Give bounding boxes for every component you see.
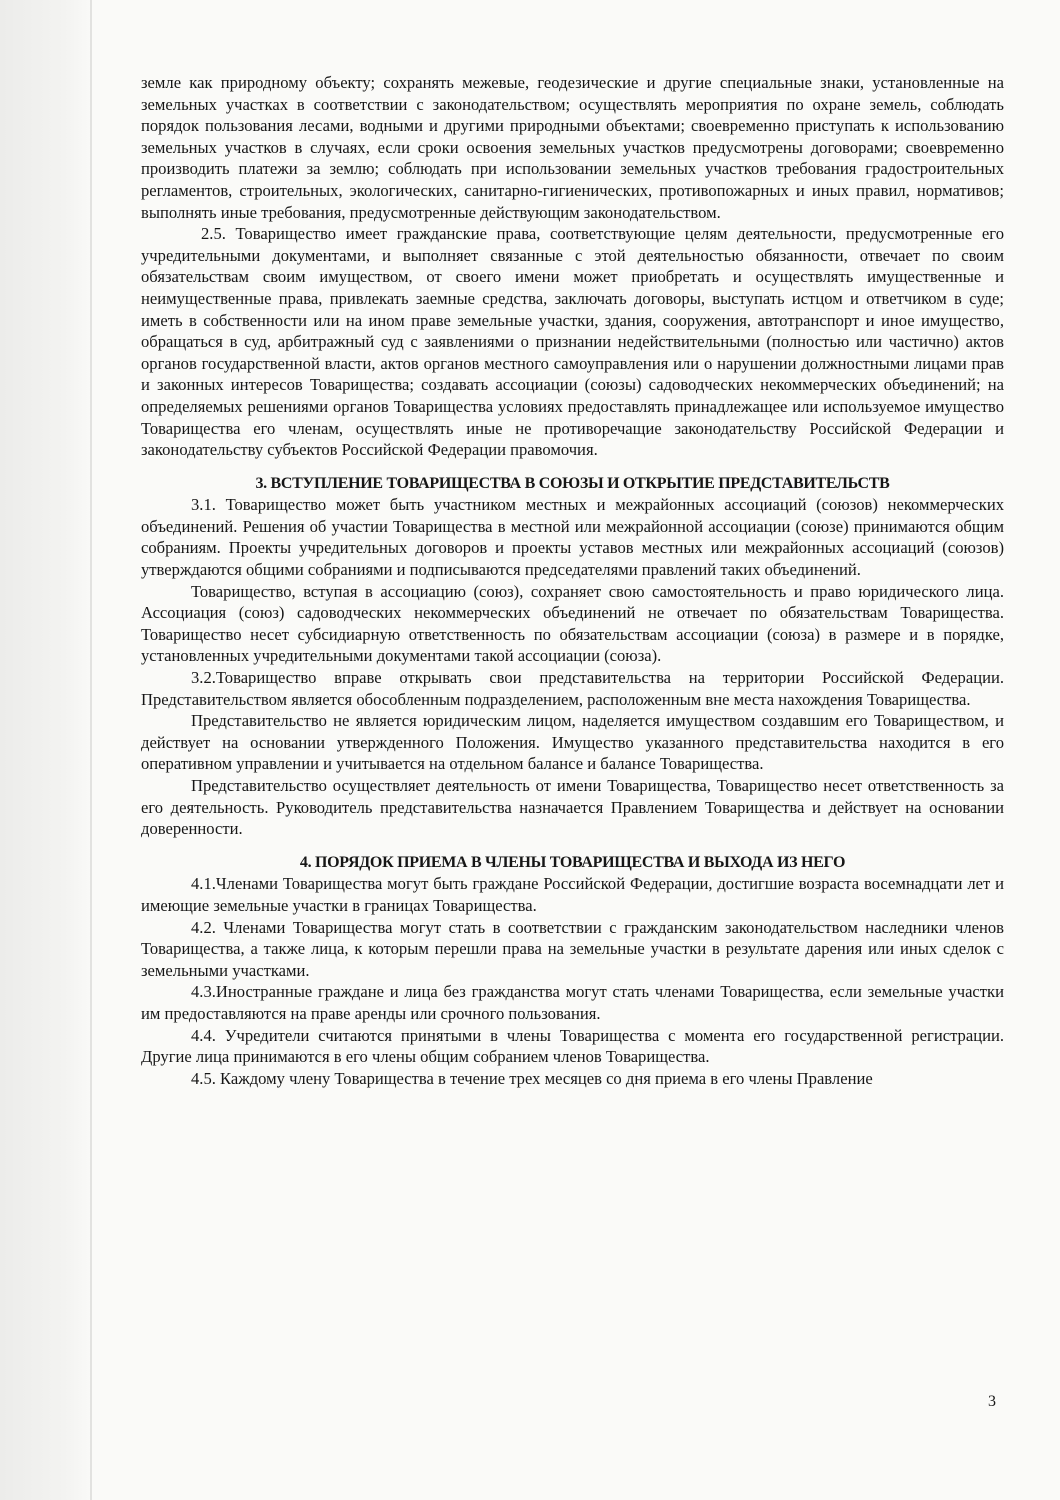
paragraph-4-4: 4.4. Учредители считаются принятыми в члены Товарищества с момента его государственной регистрации. Другие лица принимаются в его члены общим собранием членов Товарищества.	[141, 1025, 1004, 1067]
paragraph-4-2: 4.2. Членами Товарищества могут стать в соответствии с гражданским законодательством наследники членов Товарищества, а также лица, к которым перешли права на земельные участки в результате дарения или иных сделок с земельными участками.	[141, 917, 1004, 980]
paragraph-4-1: 4.1.Членами Товарищества могут быть граждане Российской Федерации, достигшие возраста восемнадцати лет и имеющие земельные участки в границах Товарищества.	[141, 874, 1004, 915]
paragraph-3-2-representation: Представительство не является юридическим лицом, наделяется имуществом создавшим его Товариществом, и действует на основании утвержденного Положения. Имущество указанного представительства находится в его оперативном управлении и учитывается на отдельном балансе и балансе Товарищества.	[141, 711, 1004, 774]
paragraph-3-2: 3.2.Товарищество вправе открывать свои представительства на территории Российской Федерации. Представительством является обособленным подразделением, расположенным вне места нахождения Товарищества.	[141, 668, 1004, 709]
section-heading-4: 4. ПОРЯДОК ПРИЕМА В ЧЛЕНЫ ТОВАРИЩЕСТВА И ВЫХОДА ИЗ НЕГО	[299, 853, 846, 871]
page-number: 3	[988, 1393, 996, 1410]
paragraph-3-2-activity: Представительство осуществляет деятельность от имени Товарищества, Товарищество несет ответственность за его деятельность. Руководитель представительства назначается Правлением Товарищества и действует на основании доверенности.	[141, 776, 1004, 839]
paragraph-intro: земле как природному объекту; сохранять межевые, геодезические и другие специальные знаки, установленные на земельных участках в соответствии с законодательством; осуществлять мероприятия по охране земель, соблюдать порядок пользования лесами, водными и другими природными объектами; своевременно приступать к использованию земельных участков в случаях, если сроки освоения земельных участков предусмотрены договорами; своевременно производить платежи за землю; соблюдать при использовании земельных участков требования градостроительных регламентов, строительных, экологических, санитарно-гигиенических, противопожарных и иных правил, нормативов; выполнять иные требования, предусмотренные действующим законодательством.	[141, 73, 1004, 222]
document-body	[141, 72, 1004, 1089]
scan-left-margin	[0, 0, 92, 1500]
section-heading-3: 3. ВСТУПЛЕНИЕ ТОВАРИЩЕСТВА В СОЮЗЫ И ОТКРЫТИЕ ПРЕДСТАВИТЕЛЬСТВ	[255, 474, 890, 492]
scan-fold-line	[90, 0, 92, 1500]
paragraph-4-5: 4.5. Каждому члену Товарищества в течение трех месяцев со дня приема в его члены Правление	[191, 1068, 873, 1088]
paragraph-3-1: 3.1. Товарищество может быть участником местных и межрайонных ассоциаций (союзов) некоммерческих объединений. Решения об участии Товарищества в местной или межрайонной ассоциации (союзе) принимаются общим собраниям. Проекты учредительных договоров и проекты уставов местных или межрайонных ассоциаций (союзов) утверждаются общими собраниями и подписываются председателями правлений таких объединений.	[141, 495, 1004, 580]
paragraph-4-3: 4.3.Иностранные граждане и лица без гражданства могут стать членами Товарищества, если земельные участки им предоставляются на праве аренды или срочного пользования.	[141, 982, 1004, 1023]
paragraph-3-1-continued: Товарищество, вступая в ассоциацию (союз), сохраняет свою самостоятельность и право юридического лица. Ассоциация (союз) садоводческих некоммерческих объединений не отвечает по обязательствам Товарищества. Товарищество несет субсидиарную ответственность по обязательствам ассоциации (союза) в размере и в порядке, установленных учредительными документами такой ассоциации (союза).	[141, 581, 1004, 666]
paragraph-2-5: 2.5. Товарищество имеет гражданские права, соответствующие целям деятельности, предусмотренные его учредительными документами, и выполняет связанные с этой деятельностью обязанности, отвечает по своим обязательствам своим имуществом, от своего имени может приобретать и осуществлять имущественные и неимущественные права, привлекать заемные средства, заключать договоры, выступать истцом и ответчиком в суде; иметь в собственности или на ином праве земельные участки, здания, сооружения, автотранспорт и иное имущество, обращаться в суд, арбитражный суд с заявлениями о признании недействительными (полностью или частично) актов органов государственной власти, актов органов местного самоуправления или о нарушении должностными лицами прав и законных интересов Товарищества; создавать ассоциации (союзы) садоводческих некоммерческих объединений; на определяемых решениями органов Товарищества условиях предоставлять принадлежащее или используемое имущество Товарищества его членам, осуществлять иные не противоречащие законодательству Российской Федерации и законодательству субъектов Российской Федерации правомочия.	[141, 224, 1004, 460]
